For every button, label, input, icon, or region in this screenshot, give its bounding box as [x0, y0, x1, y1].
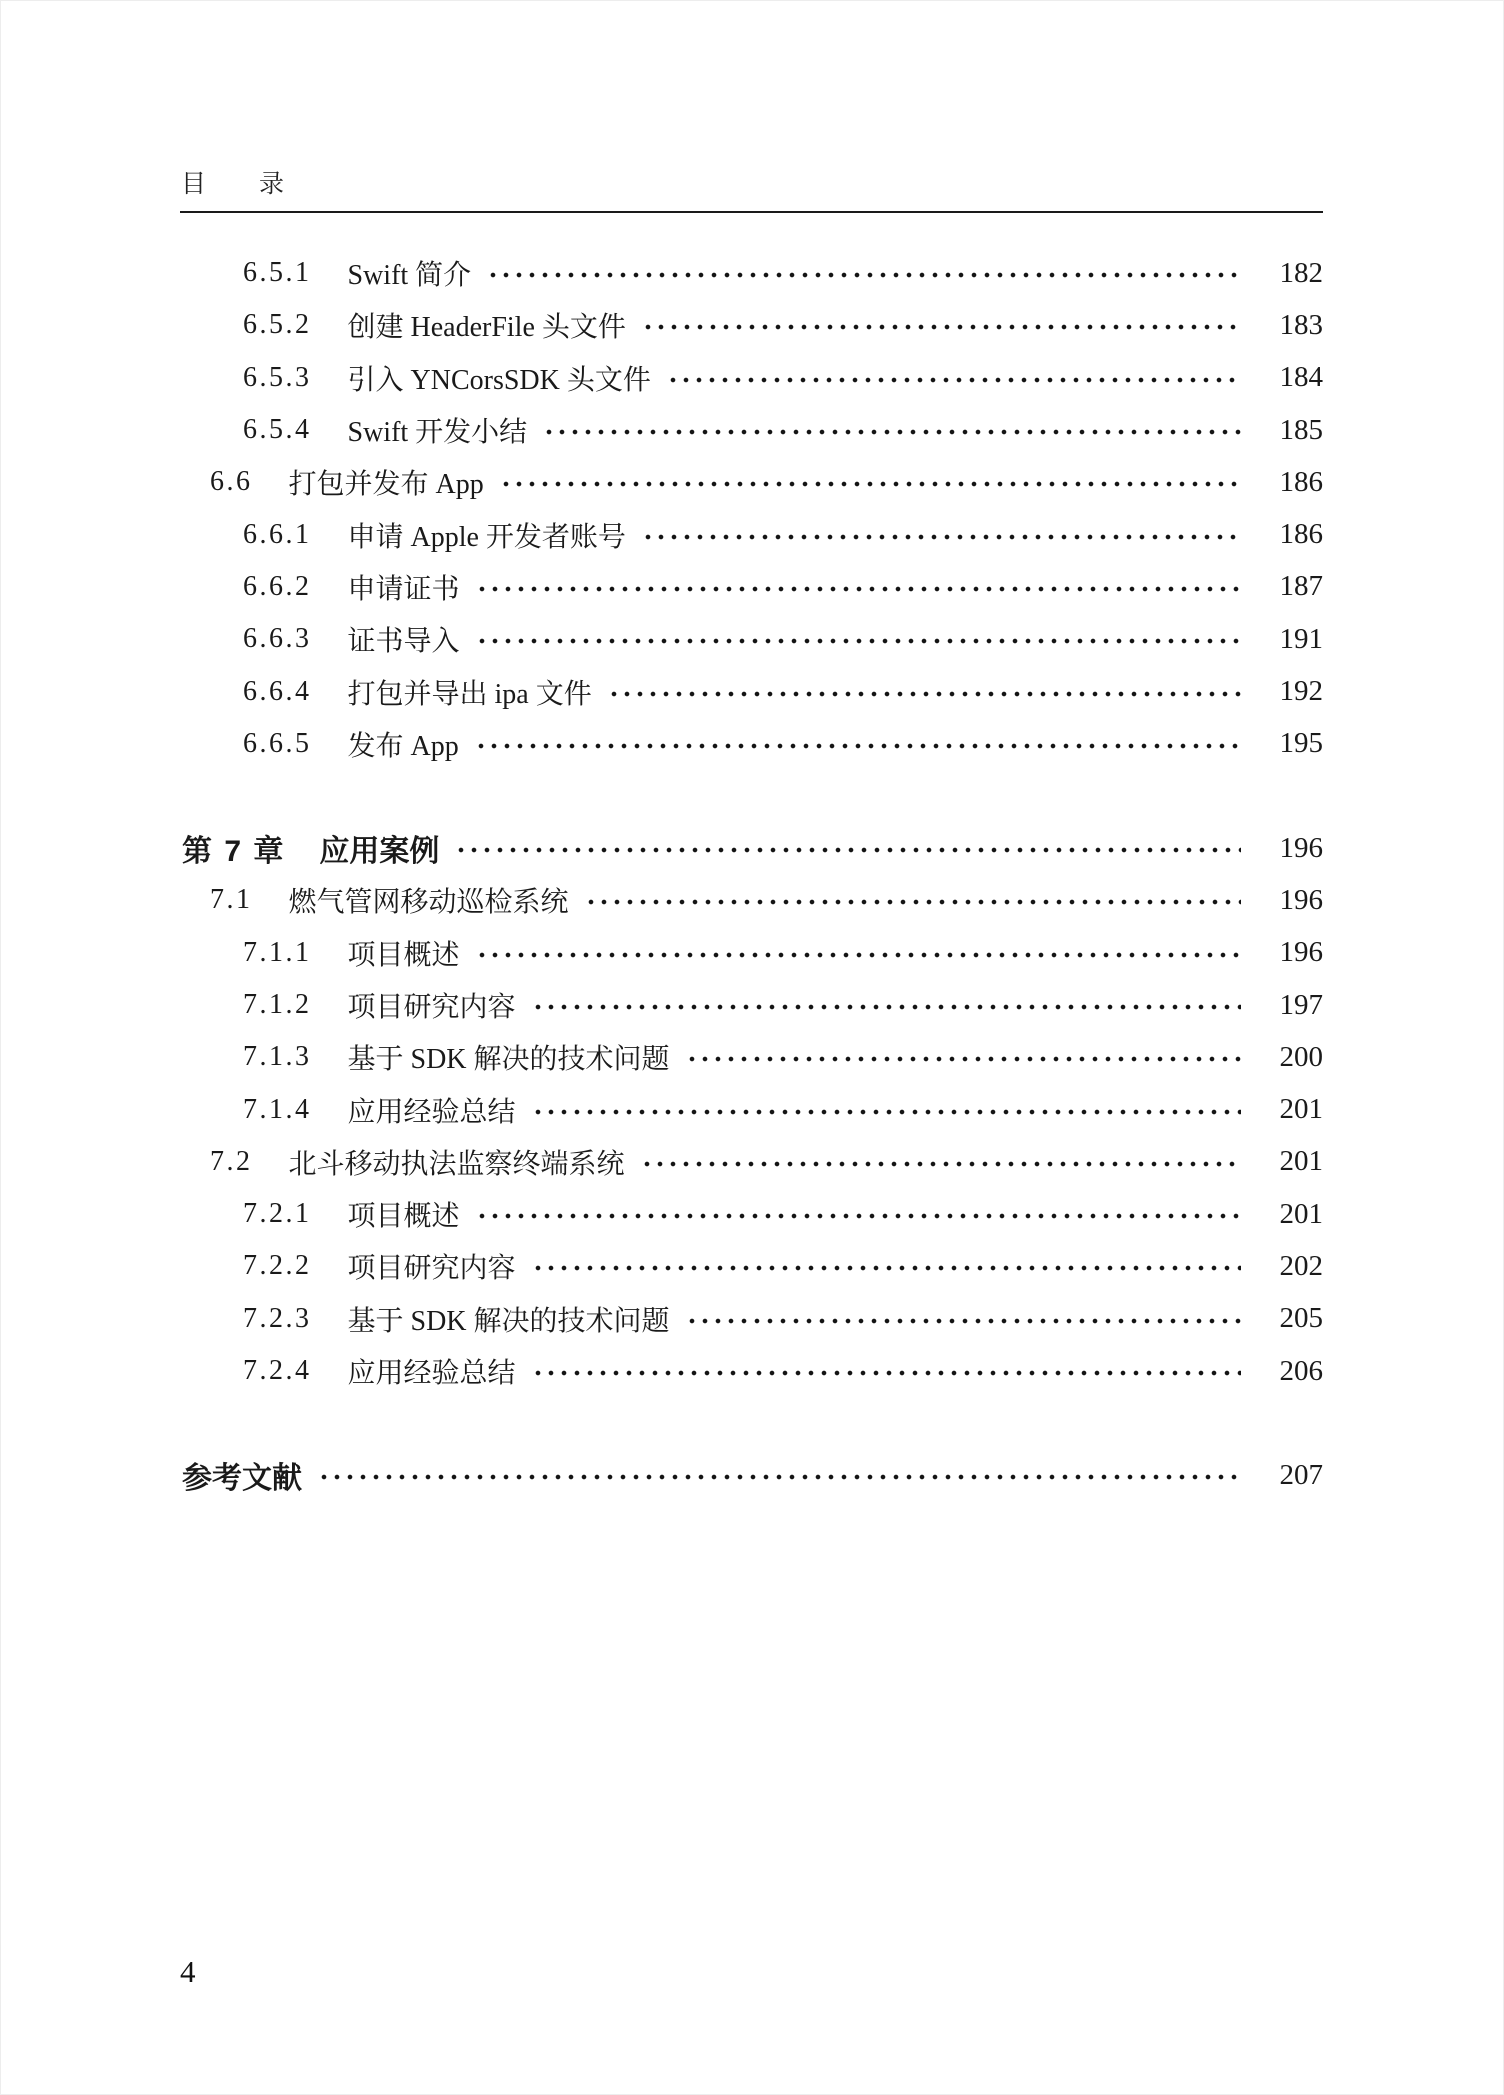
toc-entry-page: 195	[1279, 727, 1323, 760]
toc-group-references	[180, 1449, 1323, 1501]
dot-leader	[476, 1207, 1241, 1225]
toc-entry-number: 7.2.1	[243, 1198, 312, 1230]
dot-leader	[532, 1259, 1241, 1277]
toc-entry-page: 196	[1279, 831, 1323, 864]
toc-entry	[180, 1240, 1323, 1292]
toc-entry-title: 打包并导出 ipa 文件	[347, 678, 592, 710]
toc-entry-number: 6.6	[210, 466, 253, 498]
dot-leader	[667, 371, 1241, 389]
dot-leader	[487, 266, 1241, 284]
toc-entry	[180, 979, 1323, 1031]
toc-entry	[180, 927, 1323, 979]
toc-entry-page: 201	[1279, 1093, 1323, 1126]
toc-entry	[180, 561, 1323, 613]
toc-entry-title: Swift 简介	[347, 260, 472, 292]
dot-leader	[500, 475, 1241, 493]
toc-entry-title: 打包并发布 App	[288, 469, 484, 501]
toc-entry-title: 申请证书	[347, 573, 460, 605]
running-header-title: 目 录	[181, 171, 286, 198]
toc-entry-number: 7.1.3	[243, 1041, 312, 1073]
toc-entry	[180, 718, 1323, 770]
toc-entry-page: 196	[1279, 883, 1323, 916]
dot-leader	[318, 1468, 1241, 1486]
toc-entry-page: 197	[1279, 988, 1323, 1021]
toc-entry-title: 项目概述	[347, 939, 460, 971]
toc-entry	[180, 1449, 1323, 1501]
toc-entry-number: 7.1	[210, 884, 253, 916]
toc-entry-page: 186	[1279, 518, 1323, 551]
toc-entry-title: 基于 SDK 解决的技术问题	[347, 1044, 670, 1076]
dot-leader	[686, 1312, 1241, 1330]
toc-entry-title: 参考文献	[182, 1462, 302, 1496]
dot-leader	[476, 946, 1241, 964]
dot-leader	[642, 318, 1241, 336]
dot-leader	[543, 423, 1241, 441]
header-rule	[180, 211, 1323, 213]
toc-entry-title: 燃气管网移动巡检系统	[288, 887, 569, 919]
dot-leader	[686, 1050, 1241, 1068]
dot-leader	[475, 737, 1241, 755]
toc-entry-title: 项目研究内容	[347, 992, 516, 1023]
toc-entry	[180, 456, 1323, 508]
toc-entry-title: 项目概述	[347, 1201, 460, 1233]
dot-leader	[476, 580, 1241, 598]
toc-entry-title: 应用经验总结	[347, 1358, 516, 1390]
toc-entry-number: 7.2	[210, 1145, 253, 1177]
toc-entry	[180, 404, 1323, 456]
toc-entry-page: 184	[1279, 361, 1323, 394]
toc-entry-number: 7.1.2	[243, 989, 312, 1020]
toc-entry-page: 201	[1279, 1145, 1323, 1178]
toc-entry	[180, 874, 1323, 926]
toc-entry-number: 6.6.1	[243, 518, 312, 550]
toc-entry-number: 7.2.4	[243, 1355, 312, 1387]
toc-entry	[180, 247, 1323, 299]
dot-leader	[476, 632, 1241, 650]
toc-entry	[180, 822, 1323, 874]
toc-entry-title: 基于 SDK 解决的技术问题	[347, 1305, 670, 1337]
toc-entry-number: 6.5.3	[243, 361, 312, 393]
toc-entry-page: 185	[1279, 413, 1323, 446]
toc-entry-page: 191	[1279, 622, 1323, 655]
toc-entry-page: 196	[1279, 936, 1323, 969]
toc-entry-page: 206	[1279, 1354, 1323, 1387]
toc-entry-page: 186	[1279, 465, 1323, 498]
toc-entry	[180, 508, 1323, 560]
dot-leader	[532, 1364, 1241, 1382]
toc-entry-page: 201	[1279, 1197, 1323, 1230]
toc-entry-title: Swift 开发小结	[347, 417, 528, 449]
toc-entry-number: 7.1.1	[243, 936, 312, 968]
toc-entry-title: 应用经验总结	[347, 1096, 516, 1128]
toc-entry-title: 北斗移动执法监察终端系统	[288, 1148, 625, 1180]
toc-group-chapter-7	[180, 822, 1323, 1397]
toc-entry-page: 192	[1279, 675, 1323, 708]
toc-entry	[180, 1345, 1323, 1397]
toc-entry-number: 6.5.4	[243, 414, 312, 446]
dot-leader	[641, 1155, 1241, 1173]
toc-entry	[180, 352, 1323, 404]
toc-entry	[180, 613, 1323, 665]
toc-entry-number: 7.1.4	[243, 1093, 312, 1125]
toc-entry-page: 183	[1279, 308, 1323, 341]
toc-entry-page: 200	[1279, 1040, 1323, 1073]
toc-entry-number: 6.6.2	[243, 570, 312, 602]
dot-leader	[455, 841, 1241, 859]
toc-entry	[180, 665, 1323, 717]
toc-entry-number: 7.2.3	[243, 1302, 312, 1334]
dot-leader	[642, 528, 1241, 546]
toc-entry-title: 证书导入	[347, 626, 460, 658]
toc-entry-title: 申请 Apple 开发者账号	[347, 521, 626, 553]
toc-entry	[180, 1083, 1323, 1135]
toc-entry-title: 应用案例	[319, 835, 440, 869]
toc-entry-number: 6.6.4	[243, 675, 312, 707]
toc-entry-number: 6.6.5	[243, 727, 312, 759]
toc-entry-number: 第 7 章	[182, 835, 286, 869]
dot-leader	[532, 998, 1241, 1016]
toc-entry	[180, 1188, 1323, 1240]
toc-entry-number: 6.5.1	[243, 257, 312, 289]
toc-entry-page: 182	[1279, 256, 1323, 289]
toc-entry	[180, 1031, 1323, 1083]
toc-entry-title: 发布 App	[347, 730, 459, 762]
toc-list	[180, 247, 1323, 1502]
toc-entry	[180, 1136, 1323, 1188]
toc-entry-page: 205	[1279, 1302, 1323, 1335]
page-number-footer: 4	[180, 1954, 196, 1989]
toc-entry-title: 项目研究内容	[347, 1253, 516, 1285]
toc-entry-title: 创建 HeaderFile 头文件	[347, 312, 626, 344]
toc-entry-title: 引入 YNCorsSDK 头文件	[347, 364, 651, 396]
dot-leader	[608, 685, 1241, 703]
dot-leader	[585, 893, 1241, 911]
toc-entry	[180, 299, 1323, 351]
toc-group-chapter-6-continued	[180, 247, 1323, 770]
dot-leader	[532, 1103, 1241, 1121]
toc-entry-page: 202	[1279, 1249, 1323, 1282]
toc-entry-page: 187	[1279, 570, 1323, 603]
toc-entry-page: 207	[1279, 1458, 1323, 1491]
toc-entry-number: 7.2.2	[243, 1250, 312, 1282]
toc-entry	[180, 1293, 1323, 1345]
toc-entry-number: 6.5.2	[243, 309, 312, 341]
toc-entry-number: 6.6.3	[243, 623, 312, 655]
